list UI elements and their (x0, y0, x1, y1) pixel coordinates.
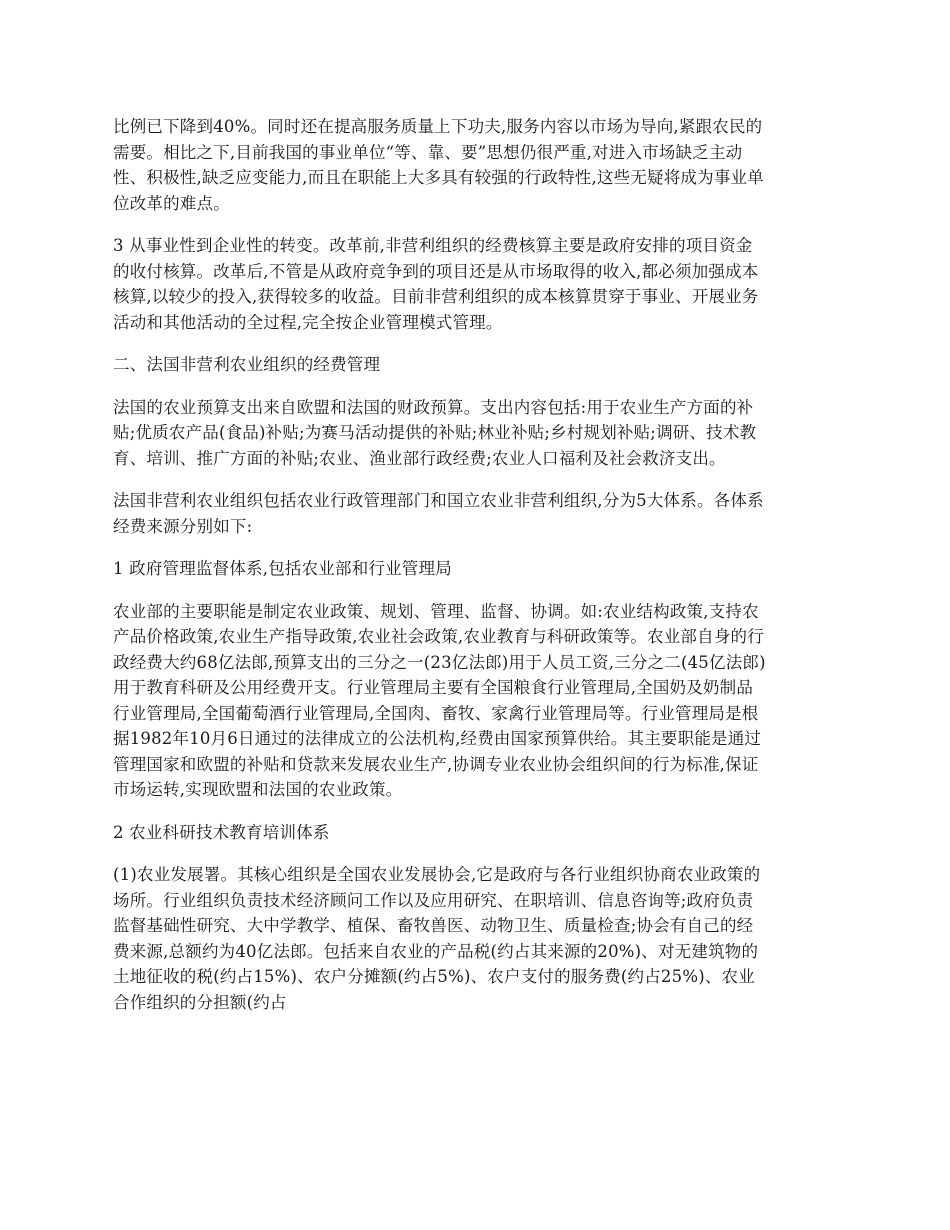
subsection-heading-2: 2 农业科研技术教育培训体系 (113, 822, 330, 842)
document-body (113, 114, 767, 1032)
section-heading: 二、法国非营利农业组织的经费管理 (113, 355, 381, 374)
paragraph-1: 比例已下降到40%。同时还在提高服务质量上下功夫,服务内容以市场为导向,紧跟农民的需要。相比之下,目前我国的事业单位“等、靠、要”思想仍很严重,对进入市场缺乏主动性、积极性,缺乏应变能力,而且在职能上大多具有较强的行政特性,这些无疑将成为事业单位改革的难点。 (113, 117, 764, 213)
paragraph-5: 农业部的主要职能是制定农业政策、规划、管理、监督、协调。如:农业结构政策,支持农产品价格政策,农业生产指导政策,农业社会政策,农业教育与科研政策等。农业部自身的行政经费大约68亿法郎,预算支出的三分之一(23亿法郎)用于人员工资,三分之二(45亿法郎)用于教育科研及公用经费开支。行业管理局主要有全国粮食行业管理局,全国奶及奶制品行业管理局,全国葡萄酒行业管理局,全国肉、畜牧、家禽行业管理局等。行业管理局是根据1982年10月6日通过的法律成立的公法机构,经费由国家预算供给。其主要职能是通过管理国家和欧盟的补贴和贷款来发展农业生产,协调专业农业协会组织间的行为标准,保证市场运转,实现欧盟和法国的农业政策。 (113, 601, 766, 799)
paragraph-4: 法国非营利农业组织包括农业行政管理部门和国立农业非营利组织,分为5大体系。各体系经费来源分别如下: (113, 491, 764, 536)
paragraph-6: (1)农业发展署。其核心组织是全国农业发展协会,它是政府与各行业组织协商农业政策的场所。行业组织负责技术经济顾问工作以及应用研究、在职培训、信息咨询等;政府负责监督基础性研究、大中学教学、植保、畜牧兽医、动物卫生、质量检查;协会有自己的经费来源,总额约为40亿法郎。包括来自农业的产品税(约占其来源的20%)、对无建筑物的土地征收的税(约占15%)、农户分摊额(约占5%)、农户支付的服务费(约占25%)、农业合作组织的分担额(约占 (113, 865, 761, 1012)
paragraph-3: 法国的农业预算支出来自欧盟和法国的财政预算。支出内容包括:用于农业生产方面的补贴;优质农产品(食品)补贴;为赛马活动提供的补贴;林业补贴;乡村规划补贴;调研、技术教育、培训、推广方面的补贴;农业、渔业部行政经费;农业人口福利及社会救济支出。 (113, 397, 757, 468)
subsection-heading-1: 1 政府管理监督体系,包括农业部和行业管理局 (113, 559, 452, 578)
paragraph-2: 3 从事业性到企业性的转变。改革前,非营利组织的经费核算主要是政府安排的项目资金的收付核算。改革后,不管是从政府竞争到的项目还是从市场取得的收入,都必须加强成本核算,以较少的投入,获得较多的收益。目前非营利组织的成本核算贯穿于事业、开展业务活动和其他活动的全过程,完全按企业管理模式管理。 (113, 236, 759, 332)
